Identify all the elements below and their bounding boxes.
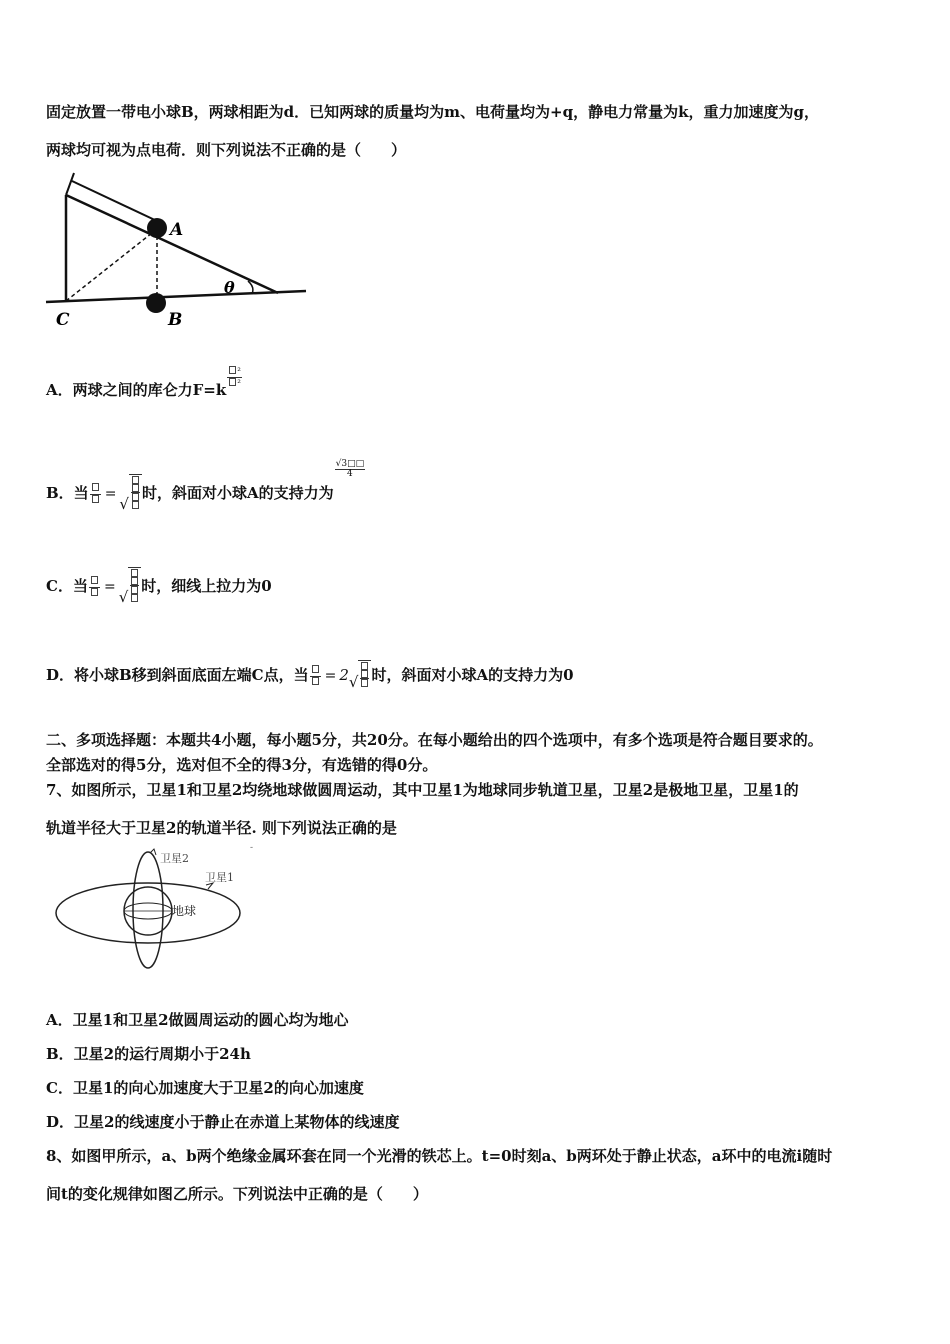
- q6-option-c-mid: 时，细线上拉力为0: [141, 577, 272, 595]
- q6-option-d: D．将小球B移到斜面底面左端C点，当 = 2√ 时，斜面对小球A的支持力为0: [46, 660, 574, 692]
- section2-line2: 全部选对的得5分，选对但不全的得3分，有选错的得0分。: [46, 756, 438, 774]
- q7-option-c: C．卫星1的向心加速度大于卫星2的向心加速度: [46, 1079, 364, 1097]
- q7-option-a: A．卫星1和卫星2做圆周运动的圆心均为地心: [46, 1011, 349, 1029]
- q8-line2: 间t的变化规律如图乙所示。下列说法中正确的是（ ）: [46, 1185, 428, 1203]
- label-a: A: [170, 220, 184, 240]
- incline-figure: [40, 165, 315, 335]
- ball-a: [147, 218, 167, 238]
- q6-option-d-sqrt: √: [349, 660, 372, 692]
- q6-line1: 固定放置一带电小球B，两球相距为d．已知两球的质量均为m、电荷量均为+q，静电力常量为k，重力加速度为g，: [46, 103, 819, 121]
- q7-option-b: B．卫星2的运行周期小于24h: [46, 1045, 251, 1063]
- satellite-figure: [50, 845, 265, 970]
- q6-option-c-prefix: C．当: [46, 577, 88, 595]
- q7-line1: 7、如图所示，卫星1和卫星2均绕地球做圆周运动，其中卫星1为地球同步轨道卫星，卫星2是极地卫星，卫星1的: [46, 781, 799, 799]
- coulomb-fraction: $\frac{\text{²}}{\text{²}}$: [227, 366, 242, 389]
- q6-option-b-prefix: B．当: [46, 484, 89, 502]
- q6-option-d-coef: 2: [339, 666, 349, 684]
- q6-option-a-text: A．两球之间的库仑力F=k: [46, 381, 227, 399]
- q6-option-d-mid: 时，斜面对小球A的支持力为0: [371, 666, 574, 684]
- q6-option-a: [46, 367, 243, 400]
- q6-line2: 两球均可视为点电荷．则下列说法不正确的是（ ）: [46, 141, 407, 159]
- label-theta: θ: [224, 278, 235, 297]
- q6-option-d-prefix: D．将小球B移到斜面底面左端C点，当: [46, 666, 309, 684]
- q8-line1: 8、如图甲所示，a、b两个绝缘金属环套在同一个光滑的铁芯上。t=0时刻a、b两环处于静止状态，a环中的电流i随时: [46, 1147, 833, 1165]
- q6-option-b-ratio: [90, 483, 101, 506]
- section2-line1: 二、多项选择题：本题共4小题，每小题5分，共20分。在每小题给出的四个选项中，有多个选项是符合题目要求的。: [46, 731, 823, 749]
- q6-option-b-sqrt: √: [119, 474, 142, 514]
- sat2-label: 卫星2: [160, 852, 189, 865]
- label-b: B: [168, 310, 183, 330]
- q6-option-b-result: $\frac{√3□□}{4}$: [335, 459, 365, 479]
- q7-line2: 轨道半径大于卫星2的轨道半径. 则下列说法正确的是: [46, 819, 397, 837]
- sat1-label: 卫星1: [205, 871, 234, 884]
- svg-text:-: -: [250, 845, 254, 853]
- ball-b: [146, 293, 166, 313]
- q6-option-c-ratio: [89, 576, 100, 599]
- q6-option-b-mid: 时，斜面对小球A的支持力为: [141, 484, 334, 502]
- q6-option-b: B．当 =√ 时，斜面对小球A的支持力为 $\frac{√3□□}{4}$: [46, 459, 365, 513]
- q6-option-c: C．当 =√ 时，细线上拉力为0: [46, 567, 272, 607]
- label-c: C: [56, 310, 70, 330]
- q6-option-c-sqrt: √: [119, 567, 142, 607]
- q7-option-d: D．卫星2的线速度小于静止在赤道上某物体的线速度: [46, 1113, 400, 1131]
- earth-label: 地球: [172, 904, 197, 918]
- q6-option-d-ratio: [310, 665, 321, 688]
